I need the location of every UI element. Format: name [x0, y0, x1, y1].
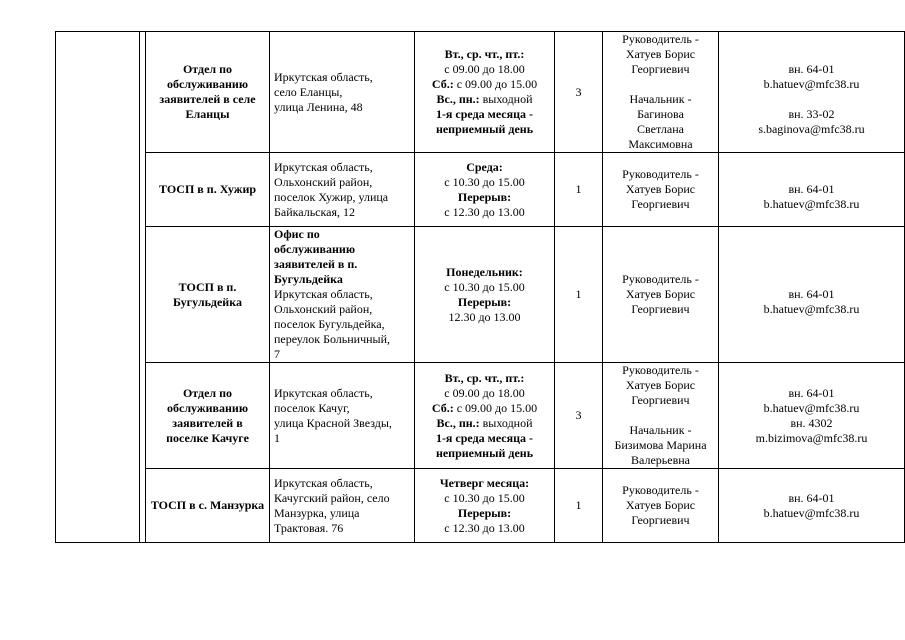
office-managers: Руководитель - Хатуев Борис Георгиевич [603, 153, 719, 227]
office-address: Иркутская область, Качугский район, село Манзурка, улица Трактовая. 76 [270, 469, 415, 543]
office-contacts: вн. 64-01 b.hatuev@mfc38.ru вн. 4302 m.bizimova@mfc38.ru [719, 363, 905, 469]
office-schedule: Четверг месяца: с 10.30 до 15.00 Перерыв: с 12.30 до 13.00 [415, 469, 555, 543]
office-contacts: вн. 64-01 b.hatuev@mfc38.ru [719, 227, 905, 363]
offices-table [55, 31, 905, 543]
office-name: Отдел по обслуживанию заявителей в селе Еланцы [146, 32, 270, 153]
office-schedule: Понедельник: с 10.30 до 15.00 Перерыв: 12.30 до 13.00 [415, 227, 555, 363]
email-link[interactable]: s.baginova@mfc38.ru [758, 121, 865, 136]
office-address: Иркутская область, село Еланцы, улица Ленина, 48 [270, 32, 415, 153]
office-managers: Руководитель - Хатуев Борис Георгиевич Начальник - Багинова Светлана Максимовна [603, 32, 719, 153]
email-link[interactable]: b.hatuev@mfc38.ru [763, 301, 860, 316]
office-address: Иркутская область, Ольхонский район, поселок Хужир, улица Байкальская, 12 [270, 153, 415, 227]
office-name: Отдел по обслуживанию заявителей в поселке Качуге [146, 363, 270, 469]
office-contacts: вн. 64-01 b.hatuev@mfc38.ru [719, 469, 905, 543]
table-row [56, 32, 905, 153]
window-count: 1 [555, 153, 603, 227]
office-name: ТОСП в п. Хужир [146, 153, 270, 227]
office-managers: Руководитель - Хатуев Борис Георгиевич [603, 227, 719, 363]
window-count: 1 [555, 227, 603, 363]
email-link[interactable]: m.bizimova@mfc38.ru [755, 430, 868, 445]
office-name: ТОСП в п. Бугульдейка [146, 227, 270, 363]
office-name: ТОСП в с. Манзурка [146, 469, 270, 543]
office-contacts: вн. 64-01 b.hatuev@mfc38.ru [719, 153, 905, 227]
email-link[interactable]: b.hatuev@mfc38.ru [763, 196, 860, 211]
office-managers: Руководитель - Хатуев Борис Георгиевич Начальник - Бизимова Марина Валерьевна [603, 363, 719, 469]
table-row [56, 363, 905, 469]
office-managers: Руководитель - Хатуев Борис Георгиевич [603, 469, 719, 543]
table-row [56, 227, 905, 363]
email-link[interactable]: b.hatuev@mfc38.ru [763, 76, 860, 91]
office-contacts: вн. 64-01 b.hatuev@mfc38.ru вн. 33-02 s.baginova@mfc38.ru [719, 32, 905, 153]
table-row [56, 153, 905, 227]
window-count: 3 [555, 32, 603, 153]
blank-column [56, 32, 140, 543]
office-schedule: Вт., ср. чт., пт.: с 09.00 до 18.00 Сб.: с 09.00 до 15.00 Вс., пн.: выходной 1-я среда месяца - неприемный день [415, 32, 555, 153]
office-schedule: Вт., ср. чт., пт.: с 09.00 до 18.00 Сб.: с 09.00 до 15.00 Вс., пн.: выходной 1-я среда месяца - неприемный день [415, 363, 555, 469]
table-row [56, 469, 905, 543]
email-link[interactable]: b.hatuev@mfc38.ru [763, 400, 860, 415]
office-address: Офис по обслуживанию заявителей в п. Бугульдейка Иркутская область, Ольхонский район, поселок Бугульдейка, переулок Больничный, 7 [270, 227, 415, 363]
office-schedule: Среда: с 10.30 до 15.00 Перерыв: с 12.30 до 13.00 [415, 153, 555, 227]
office-address: Иркутская область, поселок Качуг, улица Красной Звезды, 1 [270, 363, 415, 469]
window-count: 3 [555, 363, 603, 469]
email-link[interactable]: b.hatuev@mfc38.ru [763, 505, 860, 520]
window-count: 1 [555, 469, 603, 543]
